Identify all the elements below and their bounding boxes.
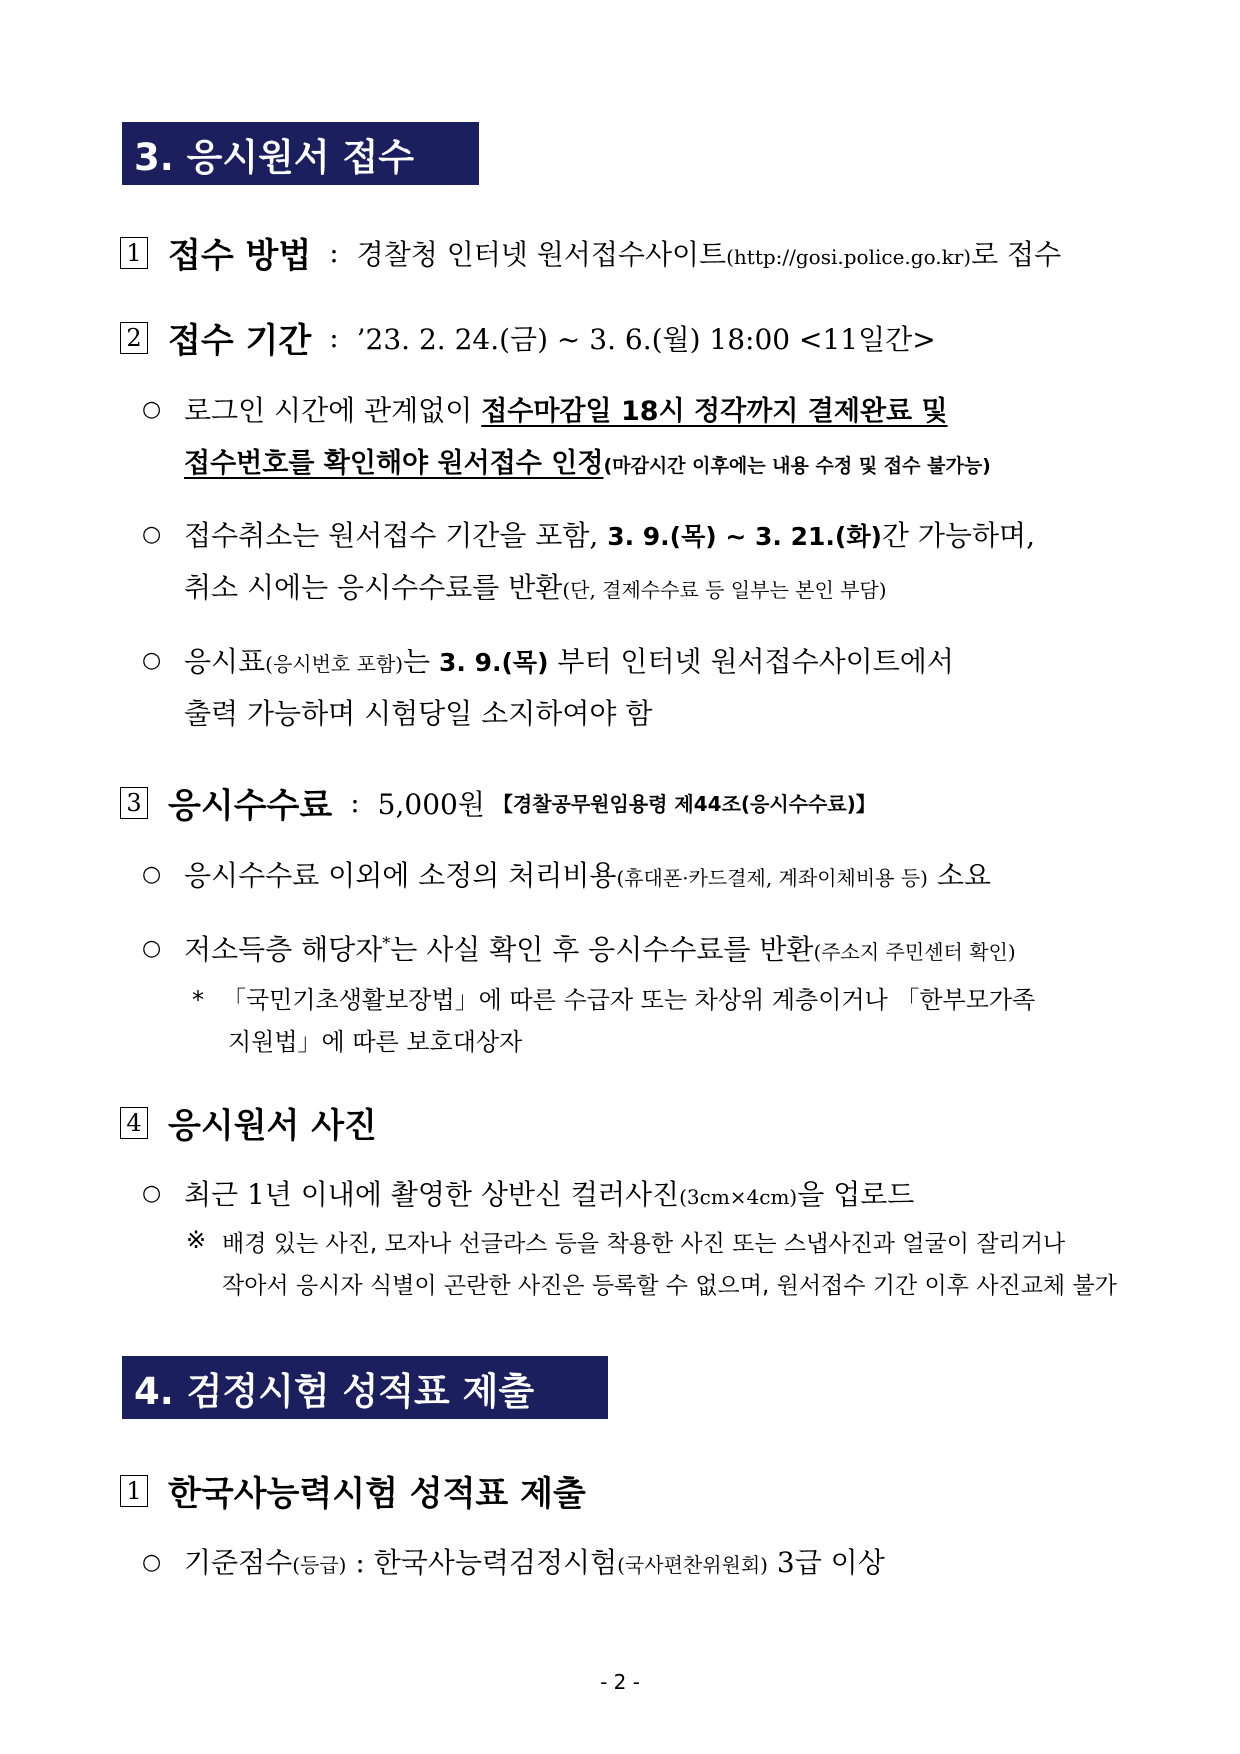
bullet-line [184,692,652,732]
item-application-method [120,228,1061,277]
extra-cost-text: 응시수수료 이외에 소정의 처리비용 [184,859,617,892]
ticket-note: (응시번호 포함) [265,652,404,676]
bullet-line [184,441,991,480]
site-url: (http://gosi.police.go.kr) [726,244,972,269]
low-income-refund: 는 사실 확인 후 응시수수료를 반환 [390,933,814,966]
item-colon: : [329,236,339,269]
item-history-exam [120,1466,604,1515]
bullet-line [184,928,1016,968]
notice-mark: ※ [186,1226,207,1254]
low-income-note: (주소지 주민센터 확인) [813,940,1016,964]
cancel-text: 접수취소는 원서접수 기간을 포함, [184,519,608,552]
extra-cost-tail: 소요 [927,859,991,892]
bullet-line [184,854,991,894]
bullet-mark: ○ [142,1181,162,1206]
bullet-line [184,1541,885,1581]
section-3-title: 3. 응시원서 접수 [134,135,415,179]
notice-text-2: 작아서 응시자 식별이 곤란한 사진은 등록할 수 없으며, 원서접수 기간 이후 사진교체 불가 [222,1273,1117,1299]
photo-size: (3cm×4cm) [679,1185,798,1209]
bullet-line [184,389,948,429]
print-text: 출력 가능하며 시험당일 소지하여야 함 [184,697,653,730]
item-number-box: 1 [120,237,148,269]
section-3-header [122,122,479,185]
ticket-particle: 는 [403,645,439,678]
section-4-header [122,1356,608,1419]
item-colon: : [350,786,360,819]
bullet-mark: ○ [142,648,162,673]
exam-name: : 한국사능력검정시험 [346,1546,618,1579]
footnote-mark: * [192,986,204,1014]
footnote-line [228,1022,522,1057]
notice-line [222,1267,1117,1300]
ticket-text: 응시표 [184,645,266,678]
deadline-note: (마감시간 이후에는 내용 수정 및 접수 불가능) [603,455,991,477]
item-application-period [120,313,936,362]
bullet-line [184,1173,914,1213]
footnote-line [222,980,1035,1015]
deadline-underlined: 접수마감일 18시 정각까지 결제완료 및 [481,396,948,427]
standard-text: 기준점수 [184,1546,293,1579]
bullet-mark: ○ [142,397,162,422]
item-colon: : [329,321,339,354]
item-application-fee [120,778,876,827]
page-number: - 2 - [600,1670,640,1694]
cancel-tail: 간 가능하며, [881,519,1035,552]
item-number-box: 2 [120,322,148,354]
method-text: 경찰청 인터넷 원서접수사이트 [356,237,727,271]
photo-text: 최근 1년 이내에 촬영한 상반신 컬러사진 [184,1178,680,1211]
notice-line [222,1225,1065,1258]
bullet-mark: ○ [142,862,162,887]
item-number-box: 1 [120,1475,148,1507]
bullet-line [184,566,887,606]
item-title: 응시원서 사진 [168,1106,377,1146]
extra-cost-note: (휴대폰·카드결제, 계좌이체비용 등) [616,866,928,890]
footnote-text-2: 지원법」에 따른 보호대상자 [228,1028,523,1056]
method-tail: 로 접수 [971,237,1062,271]
low-income-text: 저소득층 해당자 [184,933,383,966]
cancel-dates: 3. 9.(목) ~ 3. 21.(화) [607,522,882,551]
grade-note: (등급) [292,1553,347,1577]
item-title: 응시수수료 [168,786,333,826]
confirm-underlined: 접수번호를 확인해야 원서접수 인정 [184,448,604,479]
bullet-mark: ○ [142,1550,162,1575]
photo-tail: 을 업로드 [797,1178,915,1211]
notice-text-1: 배경 있는 사진, 모자나 선글라스 등을 착용한 사진 또는 스냅사진과 얼굴이 잘리거나 [222,1231,1066,1257]
bullet-mark: ○ [142,522,162,547]
bullet-line [184,514,1035,554]
item-title: 한국사능력시험 성적표 제출 [168,1474,586,1514]
bullet-mark: ○ [142,936,162,961]
item-photo [120,1098,395,1147]
period-text: ’23. 2. 24.(금) ~ 3. 6.(월) 18:00 <11일간> [356,322,936,356]
item-title: 접수 기간 [168,321,312,361]
fee-regulation: 【경찰공무원임용령 제44조(응시수수료)】 [492,792,876,816]
ticket-date: 3. 9.(목) [439,648,549,677]
fee-amount: 5,000원 [377,787,485,821]
institute-note: (국사편찬위원회) [617,1553,768,1577]
item-text [357,233,1061,273]
refund-text: 취소 시에는 응시수수료를 반환 [184,571,563,604]
item-number-box: 3 [120,787,148,819]
footnote-text-1: 「국민기초생활보장법」에 따른 수급자 또는 차상위 계층이거나 「한부모가족 [222,986,1036,1014]
item-number-box: 4 [120,1107,148,1139]
footnote-mark: * [382,933,391,953]
bullet-line [184,640,954,680]
section-4-title: 4. 검정시험 성적표 제출 [134,1369,535,1413]
item-title: 접수 방법 [168,236,312,276]
ticket-tail: 부터 인터넷 원서접수사이트에서 [548,645,954,678]
refund-note: (단, 결제수수료 등 일부는 본인 부담) [562,578,887,602]
login-text: 로그인 시간에 관계없이 [184,394,482,427]
grade-requirement: 3급 이상 [767,1546,885,1579]
